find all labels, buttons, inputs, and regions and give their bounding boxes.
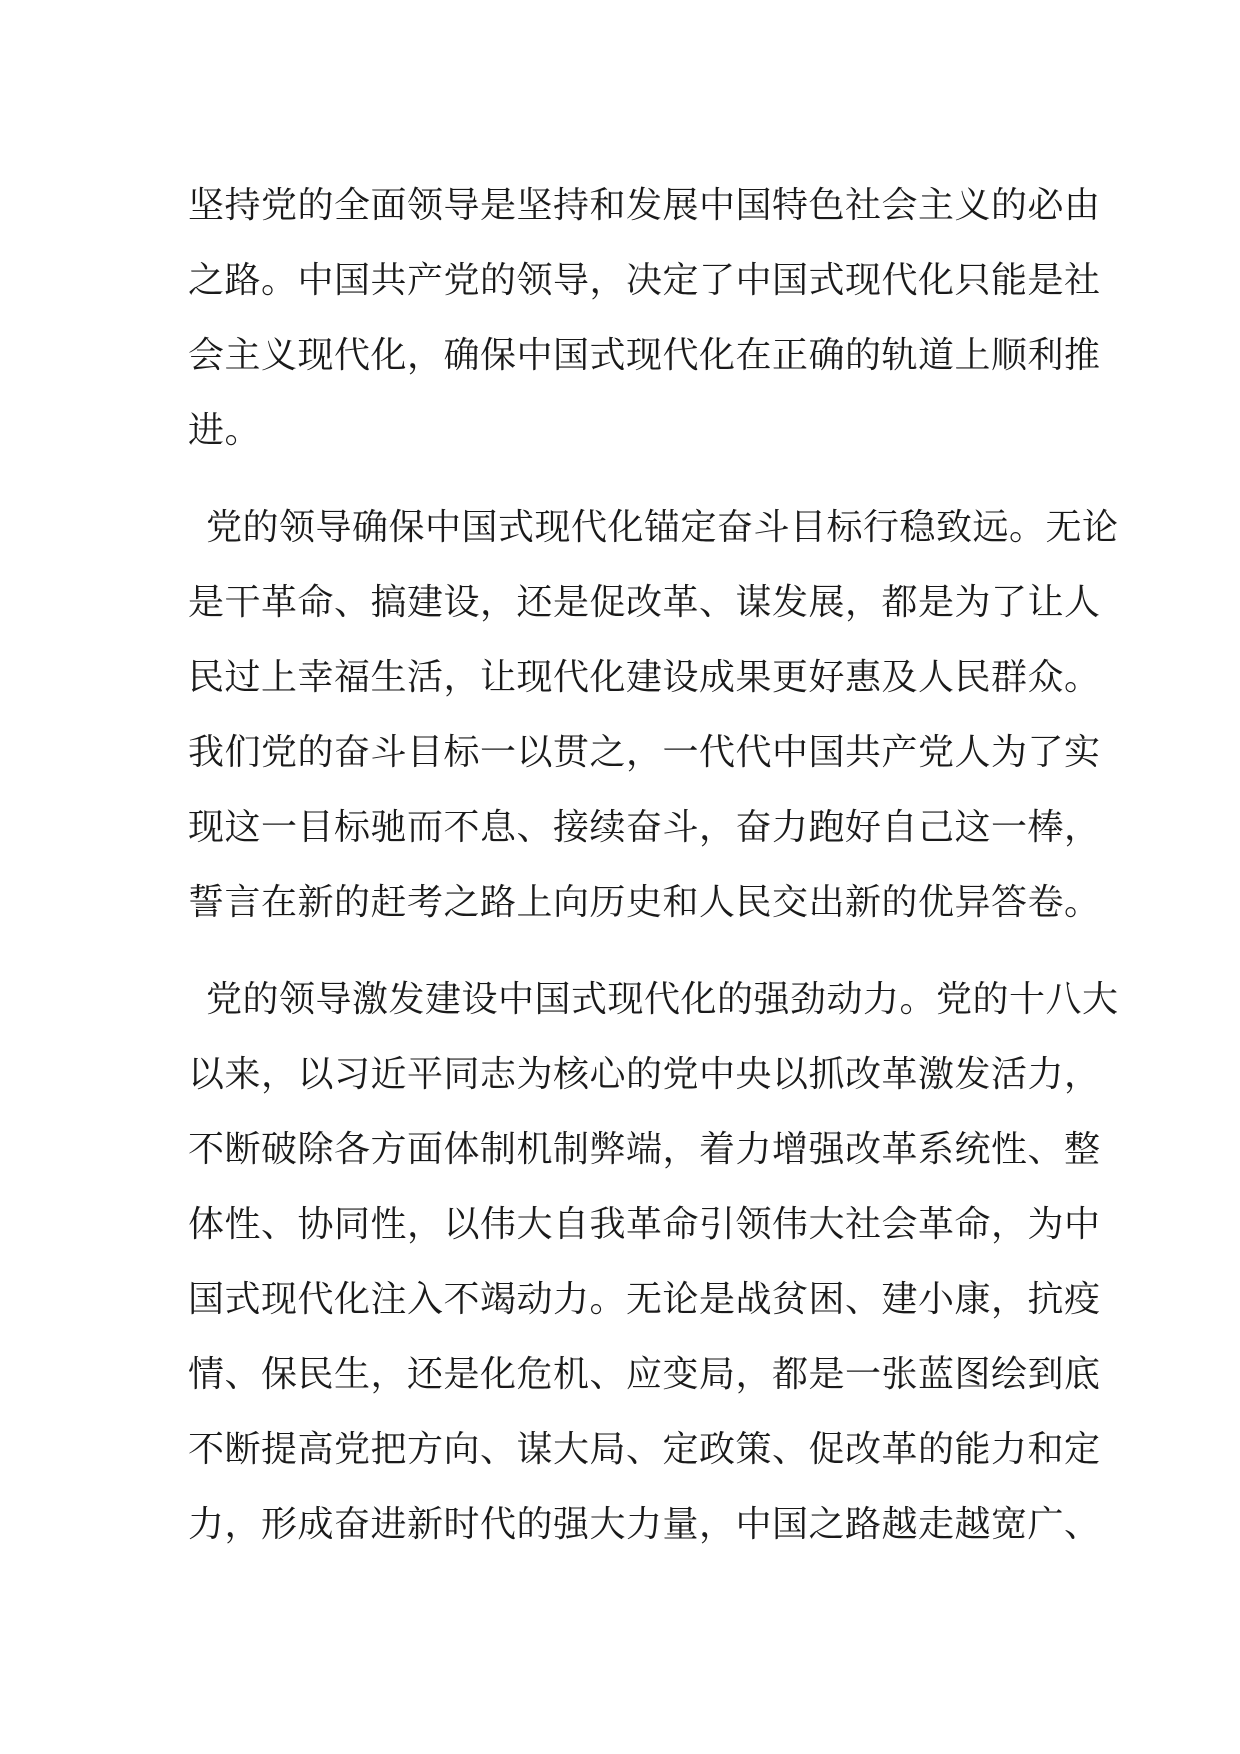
text-line: 我们党的奋斗目标一以贯之，一代代中国共产党人为了实 [188,732,1101,773]
text-line: 国式现代化注入不竭动力。无论是战贫困、建小康，抗疫 [188,1279,1101,1320]
text-line: 进。 [188,410,262,451]
text-line: 坚持党的全面领导是坚持和发展中国特色社会主义的必由 [188,185,1101,226]
text-line: 民过上幸福生活，让现代化建设成果更好惠及人民群众。 [188,657,1101,698]
text-line: 党的领导确保中国式现代化锚定奋斗目标行稳致远。无论 [206,507,1119,548]
text-line: 是干革命、搞建设，还是促改革、谋发展，都是为了让人 [188,582,1101,623]
text-line: 誓言在新的赶考之路上向历史和人民交出新的优异答卷。 [188,882,1101,923]
text-line: 不断提高党把方向、谋大局、定政策、促改革的能力和定 [188,1429,1101,1470]
text-line: 力，形成奋进新时代的强大力量，中国之路越走越宽广、 [188,1504,1101,1545]
text-line: 会主义现代化，确保中国式现代化在正确的轨道上顺利推 [188,335,1101,376]
text-line: 情、保民生，还是化危机、应变局，都是一张蓝图绘到底 [188,1354,1101,1395]
document-page [188,168,1119,1584]
text-line: 不断破除各方面体制机制弊端，着力增强改革系统性、整 [188,1129,1101,1170]
paragraph-2 [188,490,1119,940]
text-line: 以来，以习近平同志为核心的党中央以抓改革激发活力， [188,1054,1101,1095]
paragraph-1 [188,168,1101,468]
text-line: 之路。中国共产党的领导，决定了中国式现代化只能是社 [188,260,1101,301]
text-line: 体性、协同性，以伟大自我革命引领伟大社会革命，为中 [188,1204,1101,1245]
text-line: 党的领导激发建设中国式现代化的强劲动力。党的十八大 [206,979,1119,1020]
text-line: 现这一目标驰而不息、接续奋斗，奋力跑好自己这一棒， [188,807,1101,848]
paragraph-3 [188,962,1119,1562]
